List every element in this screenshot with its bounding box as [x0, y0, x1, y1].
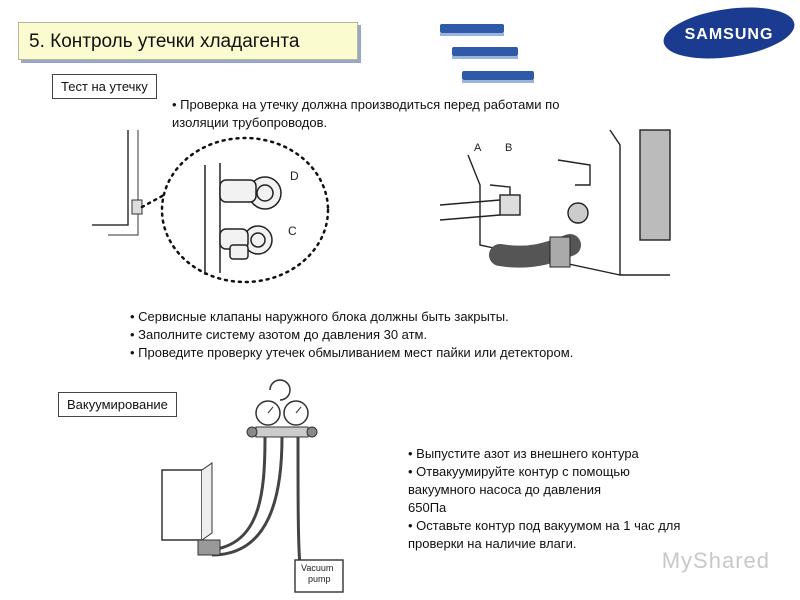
vacuum-pump-label-2: pump [308, 574, 331, 584]
vacuum-line: проверки на наличие влаги. [408, 536, 577, 551]
service-valve-diagram [80, 125, 440, 300]
vacuum-diagram [150, 375, 400, 595]
samsung-logo [660, 2, 798, 64]
leak-step: • Сервисные клапаны наружного блока должны быть закрыты. [130, 309, 509, 324]
samsung-logo-text: SAMSUNG [684, 26, 774, 43]
vacuum-line: • Оставьте контур под вакуумом на 1 час для [408, 518, 681, 533]
vacuum-line: • Отвакуумируйте контур с помощью [408, 464, 630, 479]
leak-step: • Заполните систему азотом до давления 30 атм. [130, 327, 428, 342]
vacuum-pump-label-1: Vacuum [301, 563, 334, 573]
leak-test-steps [130, 308, 573, 362]
port-label-b: B [505, 142, 513, 154]
page-title: 5. Контроль утечки хладагента [18, 22, 358, 60]
vacuuming-steps [408, 445, 680, 553]
watermark: MyShared [661, 548, 770, 573]
vacuuming-label: Вакуумирование [58, 392, 177, 417]
vacuum-line: вакуумного насоса до давления [408, 482, 602, 497]
decorative-stripes [430, 0, 650, 90]
intro-line-1: • Проверка на утечку должна производиться перед работами по [172, 97, 560, 112]
valve-label-d: D [290, 169, 299, 183]
leak-test-label: Тест на утечку [52, 74, 157, 99]
port-label-a: A [474, 142, 482, 154]
vacuum-line: • Выпустите азот из внешнего контура [408, 446, 639, 461]
valve-label-c: C [288, 224, 297, 238]
hose-connection-diagram [440, 125, 680, 295]
intro-line-2: изоляции трубопроводов. [172, 115, 328, 130]
vacuum-line: 650Па [408, 500, 447, 515]
leak-step: • Проведите проверку утечек обмыливанием мест пайки или детектором. [130, 345, 574, 360]
